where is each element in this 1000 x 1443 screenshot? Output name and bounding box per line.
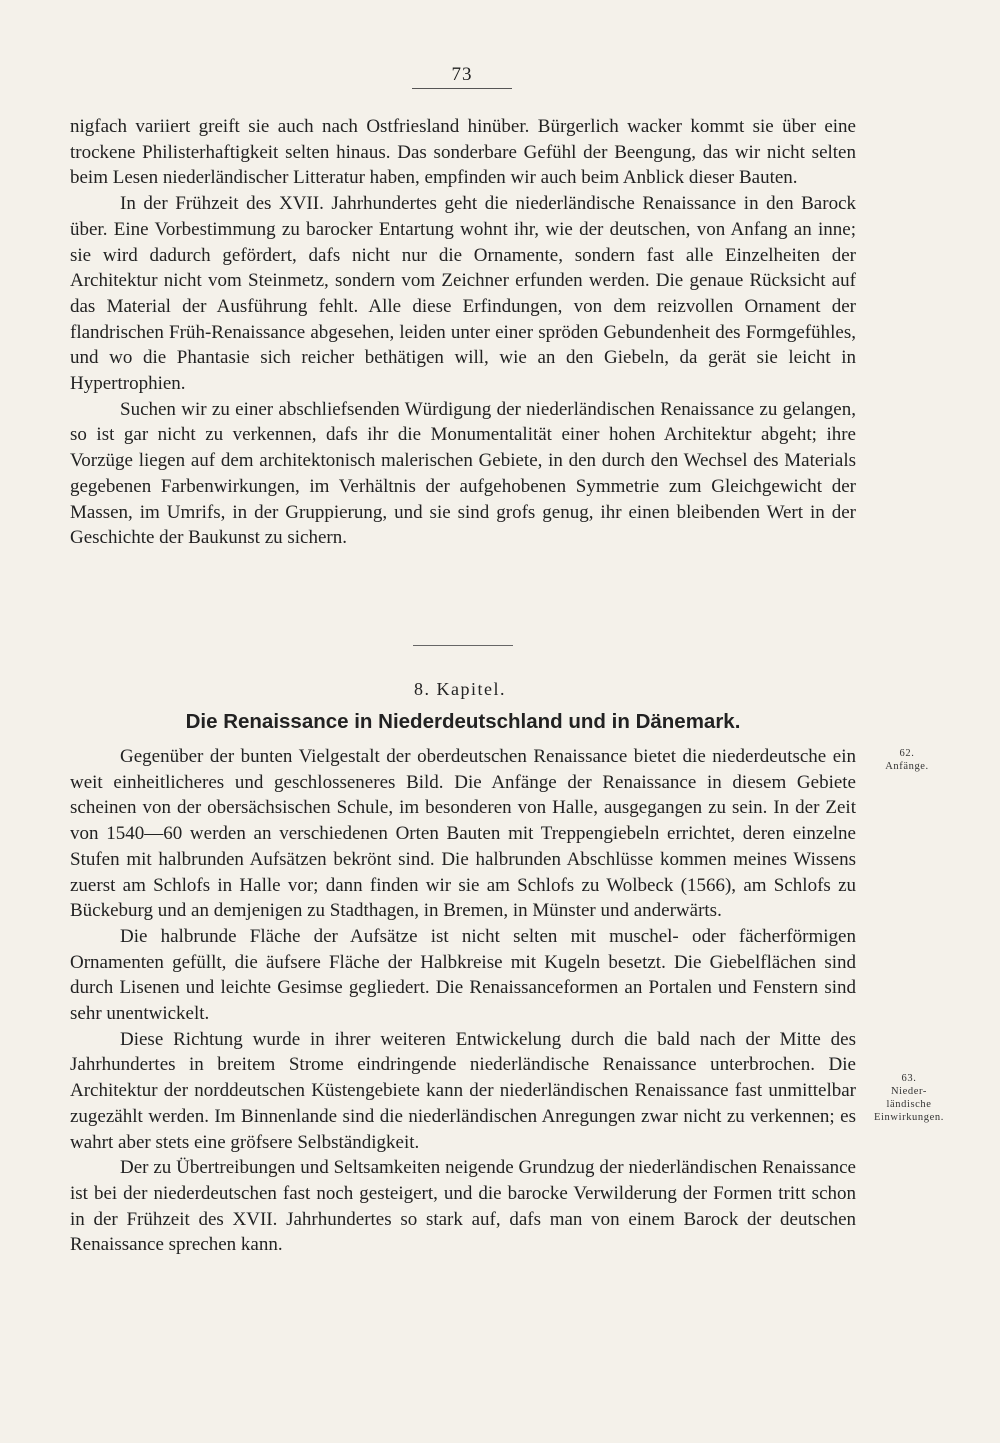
body-text-top <box>70 114 856 551</box>
paragraph: Gegenüber der bunten Vielgestalt der oberdeutschen Renaissance bietet die niederdeutsche ein weit einheitlicheres und geschlosseneres Bild. Die Anfänge der Renaissance in diesem Gebiete scheinen von der obersächsischen Schule, im besonderen von Halle, ausgegangen zu sein. In der Zeit von 1540—60 werden an verschiedenen Orten Bauten mit Treppengiebeln errichtet, deren einzelne Stufen mit halbrunden Aufsätzen bekrönt sind. Die halbrunden Abschlüsse kommen meines Wissens zuerst am Schlofs in Halle vor; dann finden wir sie am Schlofs zu Wolbeck (1566), am Schlofs zu Bückeburg und an demjenigen zu Stadthagen, in Bremen, in Münster und anderwärts. <box>70 746 856 922</box>
section-divider <box>413 645 513 646</box>
margin-note-text: ländische <box>886 1099 932 1110</box>
margin-note-text: Einwirkungen. <box>874 1112 944 1123</box>
paragraph: Der zu Übertreibungen und Seltsamkeiten neigende Grundzug der niederländischen Renaissance ist bei der niederdeutschen fast noch gesteigert, und die barocke Verwilderung der Formen tritt schon in der Frühzeit des XVII. Jahrhundertes so stark auf, dafs man von einem Barock der deutschen Renaissance sprechen kann. <box>70 1157 856 1256</box>
margin-note-number: 62. <box>899 748 915 759</box>
page-number: 73 <box>451 64 473 85</box>
margin-note-63 <box>854 1072 964 1124</box>
margin-note-text: Anfänge. <box>885 761 929 772</box>
paragraph: Diese Richtung wurde in ihrer weiteren Entwickelung durch die bald nach der Mitte des Jahrhundertes in breitem Strome eindringende niederländische Renaissance unterbrochen. Die Architektur der norddeutschen Küstengebiete kann der niederländischen Renaissance fast unmittelbar zugezählt werden. Im Binnenlande sind die niederländischen Anregungen zwar nicht zu verkennen; es wahrt aber stets eine gröfsere Selbständigkeit. <box>70 1028 856 1153</box>
paragraph: In der Frühzeit des XVII. Jahrhundertes geht die niederländische Renaissance in den Barock über. Eine Vorbestimmung zu barocker Entartung wohnt ihr, wie der deutschen, von Anfang an inne; sie wird dadurch gefördert, dafs nicht nur die Ornamente, sondern fast alle Einzelheiten der Architektur nicht vom Steinmetz, sondern vom Zeichner erfunden werden. Die genaue Rücksicht auf das Material der Ausführung fehlt. Alle diese Erfindungen, von dem reizvollen Ornament der flandrischen Früh-Renaissance abgesehen, leiden unter einer spröden Gebundenheit des Formgefühles, und wo die Phantasie sich reicher bethätigen will, wie an den Giebeln, da gerät sie leicht in Hypertrophien. <box>70 193 856 395</box>
page-number-rule <box>412 88 512 89</box>
margin-note-text: Nieder- <box>890 1086 928 1097</box>
chapter-title: Die Renaissance in Niederdeutschland und in Dänemark. <box>185 710 741 733</box>
paragraph: nigfach variiert greift sie auch nach Ostfriesland hinüber. Bürgerlich wacker kommt sie über eine trockene Philisterhaftigkeit selten hinaus. Das sonderbare Gefühl der Beengung, das wir nicht selten beim Lesen niederländischer Litteratur haben, empfinden wir auch beim Anblick dieser Bauten. <box>70 116 856 189</box>
chapter-label: 8. Kapitel. <box>414 679 506 699</box>
margin-note-62 <box>852 747 962 773</box>
margin-note-number: 63. <box>901 1073 917 1084</box>
paragraph: Die halbrunde Fläche der Aufsätze ist nicht selten mit muschel- oder fächerförmigen Ornamenten gefüllt, die äufsere Fläche der Halbkreise mit Kugeln besetzt. Die Giebelflächen sind durch Lisenen und leichte Gesimse gegliedert. Die Renaissanceformen an Portalen und Fenstern sind sehr unentwickelt. <box>70 925 856 1025</box>
paragraph: Suchen wir zu einer abschliefsenden Würdigung der niederländischen Renaissance zu gelangen, so ist gar nicht zu verkennen, dafs ihr die Monumentalität einer hohen Architektur abgeht; ihre Vorzüge liegen auf dem architektonisch malerischen Gebiete, in den durch den Wechsel des Materials gegebenen Farbenwirkungen, im Verhältnis der aufgehobenen Symmetrie zum Gleichgewicht der Massen, im Umrifs, in der Gruppierung, und sie sind grofs genug, ihr einen bleibenden Wert in der Geschichte der Baukunst zu sichern. <box>70 398 856 549</box>
body-text-bottom <box>70 744 856 1258</box>
